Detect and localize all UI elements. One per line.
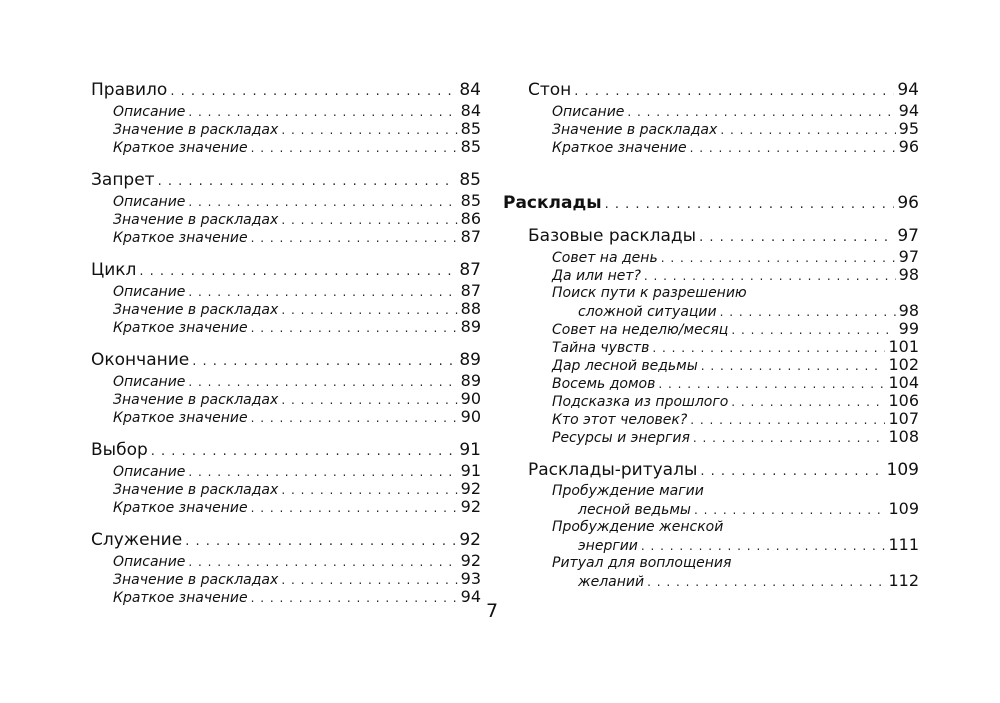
entry-title: Краткое значение <box>113 590 248 606</box>
entry-title: Восемь домов <box>552 376 656 392</box>
toc-entry[interactable] <box>91 168 481 192</box>
toc-subentry[interactable] <box>91 372 481 390</box>
entry-title: Дар лесной ведьмы <box>552 358 698 374</box>
entry-title: Значение в раскладах <box>113 212 279 228</box>
entry-page: 111 <box>888 536 919 554</box>
entry-page: 102 <box>888 356 919 374</box>
entry-page: 95 <box>898 120 919 138</box>
toc-subentry[interactable] <box>503 338 919 356</box>
dot-leader <box>693 429 886 446</box>
entry-title: Окончание <box>91 350 190 370</box>
toc-subentry[interactable] <box>91 498 481 516</box>
entry-title: Описание <box>113 284 186 300</box>
entry-title: Краткое значение <box>113 140 248 156</box>
toc-subentry[interactable] <box>503 102 919 120</box>
entry-title: Краткое значение <box>113 230 248 246</box>
dot-leader <box>694 501 886 518</box>
entry-page: 97 <box>898 248 919 266</box>
entry-page: 91 <box>460 462 481 480</box>
toc-subentry-line1[interactable]: Ритуал для воплощения <box>552 555 732 571</box>
entry-title: Цикл <box>91 260 137 280</box>
entry-title: Краткое значение <box>113 410 248 426</box>
entry-page: 94 <box>460 588 481 606</box>
entry-title: лесной ведьмы <box>578 502 691 518</box>
dot-leader <box>251 589 458 606</box>
dot-leader <box>185 530 456 552</box>
dot-leader <box>188 193 457 210</box>
entry-page: 107 <box>888 410 919 428</box>
dot-leader <box>281 121 457 138</box>
dot-leader <box>188 553 457 570</box>
entry-page: 89 <box>460 318 481 336</box>
toc-subentry-line1[interactable]: Пробуждение женской <box>552 519 724 535</box>
toc-subentry[interactable] <box>91 480 481 498</box>
dot-leader <box>661 249 896 266</box>
toc-subentry[interactable] <box>91 192 481 210</box>
entry-title: Да или нет? <box>552 268 641 284</box>
dot-leader <box>281 301 457 318</box>
toc-subentry[interactable] <box>91 408 481 426</box>
entry-title: Значение в раскладах <box>113 302 279 318</box>
toc-subentry[interactable] <box>503 302 919 320</box>
toc-subentry[interactable] <box>91 300 481 318</box>
toc-subentry[interactable] <box>503 266 919 284</box>
entry-title: Краткое значение <box>552 140 687 156</box>
entry-title: Краткое значение <box>113 320 248 336</box>
toc-subentry[interactable] <box>503 248 919 266</box>
toc-section-heading[interactable] <box>503 458 919 482</box>
toc-subentry[interactable] <box>503 120 919 138</box>
entry-page: 97 <box>897 226 919 246</box>
entry-page: 90 <box>460 408 481 426</box>
dot-leader <box>720 303 896 320</box>
entry-page: 90 <box>460 390 481 408</box>
toc-entry[interactable] <box>503 78 919 102</box>
dot-leader <box>644 267 896 284</box>
entry-title: Расклады <box>503 193 602 213</box>
toc-subentry[interactable] <box>503 572 919 590</box>
dot-leader <box>188 103 457 120</box>
toc-subentry[interactable] <box>91 390 481 408</box>
toc-subentry[interactable] <box>91 210 481 228</box>
entry-page: 106 <box>888 392 919 410</box>
dot-leader <box>281 211 457 228</box>
entry-title: Описание <box>113 104 186 120</box>
entry-page: 85 <box>460 192 481 210</box>
page-number: 7 <box>485 600 499 622</box>
entry-page: 91 <box>459 440 481 460</box>
dot-leader <box>192 350 456 372</box>
dot-leader <box>720 121 895 138</box>
entry-page: 96 <box>898 138 919 156</box>
toc-subentry[interactable] <box>91 102 481 120</box>
entry-title: Служение <box>91 530 183 550</box>
toc-part-heading[interactable] <box>503 190 919 216</box>
entry-page: 84 <box>459 80 481 100</box>
toc-left-column <box>91 78 481 606</box>
dot-leader <box>690 411 885 428</box>
toc-entry[interactable] <box>91 78 481 102</box>
entry-page: 99 <box>898 320 919 338</box>
dot-leader <box>251 409 458 426</box>
toc-entry[interactable] <box>91 258 481 282</box>
entry-page: 96 <box>897 193 919 213</box>
toc-subentry-line1[interactable]: Поиск пути к разрешению <box>552 285 747 301</box>
entry-page: 104 <box>888 374 919 392</box>
entry-page: 108 <box>888 428 919 446</box>
dot-leader <box>652 339 885 356</box>
entry-page: 92 <box>460 498 481 516</box>
dot-leader <box>690 139 896 156</box>
dot-leader <box>251 499 458 516</box>
entry-page: 86 <box>460 210 481 228</box>
toc-subentry[interactable] <box>91 588 481 606</box>
toc-subentry[interactable] <box>91 138 481 156</box>
entry-title: Значение в раскладах <box>113 392 279 408</box>
toc-subentry[interactable] <box>503 410 919 428</box>
dot-leader <box>281 571 457 588</box>
entry-title: Базовые расклады <box>528 226 697 246</box>
toc-right-column <box>503 78 919 590</box>
entry-page: 109 <box>888 500 919 518</box>
toc-subentry[interactable] <box>503 356 919 374</box>
dot-leader <box>251 229 458 246</box>
entry-page: 84 <box>460 102 481 120</box>
entry-title: желаний <box>578 574 645 590</box>
dot-leader <box>627 103 895 120</box>
dot-leader <box>647 573 885 590</box>
toc-subentry[interactable] <box>503 374 919 392</box>
entry-page: 94 <box>897 80 919 100</box>
entry-page: 92 <box>459 530 481 550</box>
entry-title: Значение в раскладах <box>552 122 718 138</box>
toc-entry[interactable] <box>91 348 481 372</box>
entry-page: 88 <box>460 300 481 318</box>
entry-page: 93 <box>460 570 481 588</box>
entry-title: Тайна чувств <box>552 340 650 356</box>
toc-subentry[interactable] <box>503 392 919 410</box>
entry-title: Ресурсы и энергия <box>552 430 690 446</box>
entry-title: Значение в раскладах <box>113 482 279 498</box>
entry-page: 85 <box>460 138 481 156</box>
entry-title: Описание <box>113 374 186 390</box>
entry-title: Выбор <box>91 440 148 460</box>
entry-title: Расклады-ритуалы <box>528 460 698 480</box>
toc-subentry[interactable] <box>91 570 481 588</box>
toc-subentry[interactable] <box>91 282 481 300</box>
toc-subentry[interactable] <box>503 500 919 518</box>
entry-title: сложной ситуации <box>578 304 717 320</box>
dot-leader <box>701 357 886 374</box>
toc-subentry-line1[interactable]: Пробуждение магии <box>552 483 704 499</box>
dot-leader <box>151 440 457 462</box>
toc-subentry[interactable] <box>503 320 919 338</box>
entry-title: Стон <box>528 80 572 100</box>
entry-title: Совет на неделю/месяц <box>552 322 729 338</box>
dot-leader <box>188 373 457 390</box>
entry-page: 85 <box>459 170 481 190</box>
dot-leader <box>188 463 457 480</box>
entry-page: 98 <box>898 266 919 284</box>
entry-title: энергии <box>578 538 638 554</box>
entry-page: 112 <box>888 572 919 590</box>
dot-leader <box>188 283 457 300</box>
entry-page: 85 <box>460 120 481 138</box>
toc-subentry[interactable] <box>503 428 919 446</box>
toc-subentry[interactable] <box>91 228 481 246</box>
dot-leader <box>574 80 894 102</box>
toc-subentry[interactable] <box>503 138 919 156</box>
entry-page: 87 <box>459 260 481 280</box>
entry-page: 89 <box>460 372 481 390</box>
dot-leader <box>731 321 895 338</box>
entry-title: Совет на день <box>552 250 658 266</box>
toc-subentry[interactable] <box>91 318 481 336</box>
dot-leader <box>658 375 885 392</box>
dot-leader <box>251 319 458 336</box>
toc-section-heading[interactable] <box>503 224 919 248</box>
entry-title: Правило <box>91 80 168 100</box>
entry-title: Кто этот человек? <box>552 412 688 428</box>
dot-leader <box>281 481 457 498</box>
dot-leader <box>699 226 894 248</box>
entry-page: 94 <box>898 102 919 120</box>
dot-leader <box>170 80 456 102</box>
dot-leader <box>641 537 886 554</box>
toc-entry[interactable] <box>91 528 481 552</box>
toc-subentry[interactable] <box>91 552 481 570</box>
toc-entry[interactable] <box>91 438 481 462</box>
entry-page: 109 <box>886 460 919 480</box>
entry-page: 89 <box>459 350 481 370</box>
entry-title: Подсказка из прошлого <box>552 394 729 410</box>
entry-title: Описание <box>552 104 625 120</box>
dot-leader <box>605 192 895 216</box>
dot-leader <box>700 460 883 482</box>
toc-subentry[interactable] <box>503 536 919 554</box>
entry-page: 92 <box>460 480 481 498</box>
entry-page: 87 <box>460 282 481 300</box>
entry-title: Запрет <box>91 170 155 190</box>
dot-leader <box>731 393 885 410</box>
entry-page: 92 <box>460 552 481 570</box>
entry-title: Описание <box>113 194 186 210</box>
dot-leader <box>281 391 457 408</box>
entry-page: 98 <box>898 302 919 320</box>
dot-leader <box>251 139 458 156</box>
entry-page: 87 <box>460 228 481 246</box>
entry-title: Краткое значение <box>113 500 248 516</box>
entry-page: 101 <box>888 338 919 356</box>
entry-title: Описание <box>113 464 186 480</box>
entry-title: Значение в раскладах <box>113 122 279 138</box>
dot-leader <box>158 170 457 192</box>
entry-title: Описание <box>113 554 186 570</box>
dot-leader <box>139 260 456 282</box>
entry-title: Значение в раскладах <box>113 572 279 588</box>
toc-subentry[interactable] <box>91 462 481 480</box>
toc-subentry[interactable] <box>91 120 481 138</box>
